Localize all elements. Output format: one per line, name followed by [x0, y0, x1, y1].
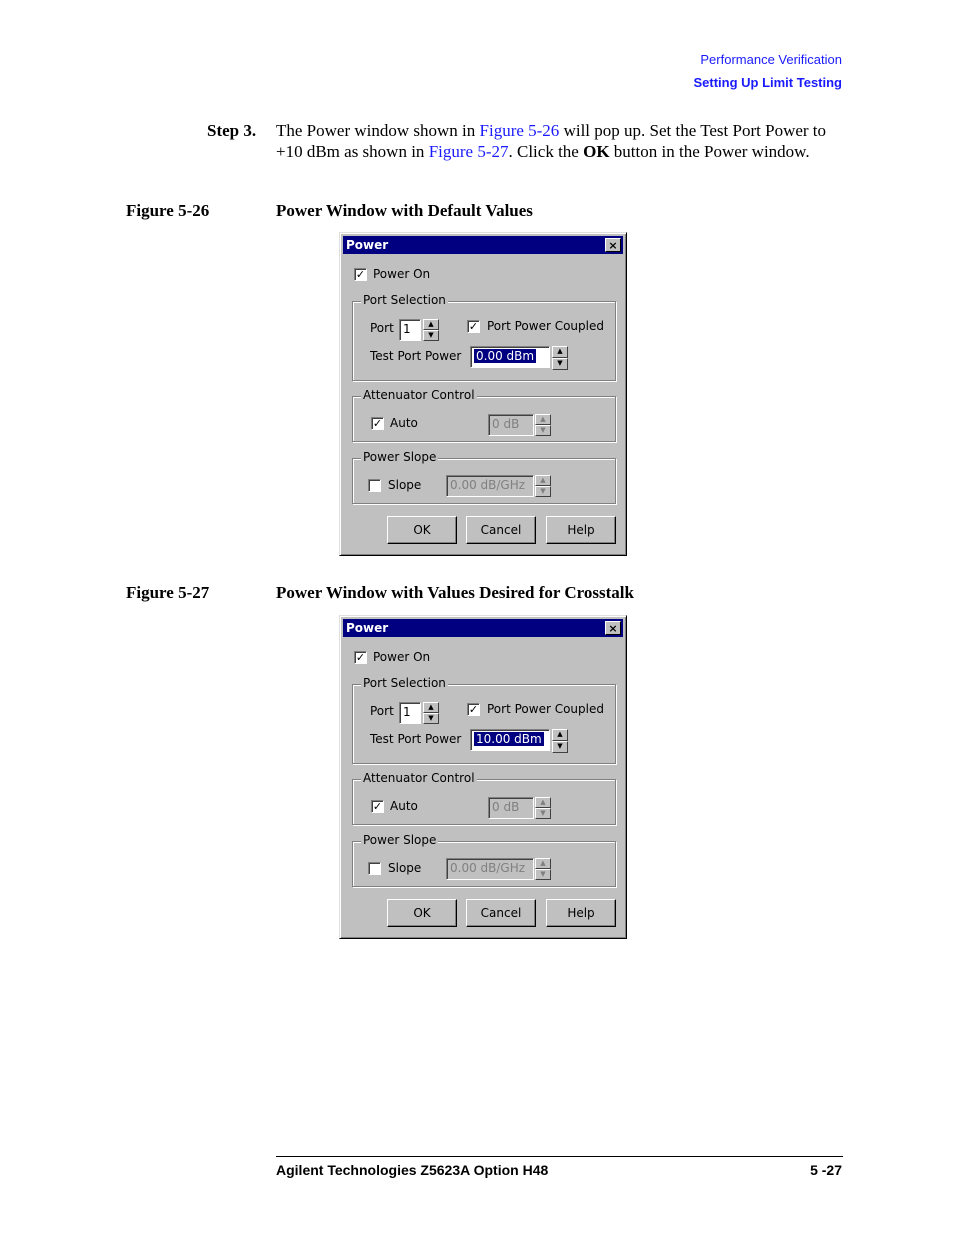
dialog-title-bar: [343, 619, 623, 637]
slope-checkbox[interactable]: [368, 479, 381, 492]
power-dialog-default: [339, 232, 627, 556]
power-slope-label: Power Slope: [363, 450, 437, 464]
port-power-coupled-label: Port Power Coupled: [487, 319, 604, 333]
figure-label: Figure 5-27: [126, 583, 210, 602]
running-header-subsection: Setting Up Limit Testing: [693, 75, 842, 90]
attenuator-control-label: Attenuator Control: [363, 771, 475, 785]
step-text: The Power window shown in Figure 5-26 will pop up. Set the Test Port Power to +10 dBm as shown in Figure 5-27. Click the OK button in the Power window.: [276, 121, 827, 161]
cancel-button[interactable]: Cancel: [466, 899, 536, 927]
auto-label: Auto: [390, 416, 418, 430]
test-port-power-label: Test Port Power: [370, 732, 462, 746]
slope-value-input: 0.00 dB/GHz: [446, 858, 534, 880]
figure-title: Power Window with Values Desired for Crosstalk: [276, 583, 634, 602]
auto-checkbox[interactable]: ✓: [372, 800, 383, 813]
attenuator-value-input: 0 dB: [488, 797, 534, 819]
footer-rule: [276, 1156, 843, 1157]
attenuator-value-input: 0 dB: [488, 414, 534, 436]
step-label: Step 3.: [207, 121, 257, 140]
test-port-power-spinner[interactable]: ▲ ▼: [552, 346, 568, 370]
power-on-label: Power On: [373, 267, 431, 281]
port-input[interactable]: 1: [399, 702, 421, 724]
slope-spinner: ▲ ▼: [535, 475, 551, 497]
slope-checkbox[interactable]: [368, 862, 381, 875]
power-slope-label: Power Slope: [363, 833, 437, 847]
slope-spinner: ▲ ▼: [535, 858, 551, 880]
dialog-title-bar: [343, 236, 623, 254]
slope-label: Slope: [388, 861, 422, 875]
help-button[interactable]: Help: [546, 516, 616, 544]
close-icon[interactable]: ×: [605, 621, 621, 635]
attenuator-spinner: ▲ ▼: [535, 797, 551, 819]
port-selection-label: Port Selection: [363, 676, 446, 690]
port-input[interactable]: 1: [399, 319, 421, 341]
port-label: Port: [370, 321, 394, 335]
attenuator-spinner: ▲ ▼: [535, 414, 551, 436]
port-power-coupled-label: Port Power Coupled: [487, 702, 604, 716]
footer-title: Agilent Technologies Z5623A Option H48: [276, 1162, 549, 1178]
port-label: Port: [370, 704, 394, 718]
ok-button[interactable]: OK: [387, 516, 457, 544]
port-selection-group: [352, 293, 616, 381]
close-icon[interactable]: ×: [605, 238, 621, 252]
slope-value-input: 0.00 dB/GHz: [446, 475, 534, 497]
figure-label: Figure 5-26: [126, 201, 210, 220]
running-header-section: Performance Verification: [700, 52, 842, 67]
ok-button[interactable]: OK: [387, 899, 457, 927]
auto-label: Auto: [390, 799, 418, 813]
port-selection-group: [352, 676, 616, 764]
slope-label: Slope: [388, 478, 422, 492]
power-on-label: Power On: [373, 650, 431, 664]
port-power-coupled-checkbox[interactable]: ✓: [468, 320, 479, 333]
port-power-coupled-checkbox[interactable]: ✓: [468, 703, 479, 716]
figure-5-26-link[interactable]: Figure 5-26: [479, 121, 560, 140]
page-number: 5 -27: [810, 1162, 842, 1178]
port-spinner[interactable]: ▲ ▼: [423, 702, 439, 724]
power-on-checkbox[interactable]: ✓: [355, 651, 366, 664]
dialog-title: Power: [346, 621, 389, 635]
test-port-power-label: Test Port Power: [370, 349, 462, 363]
help-button[interactable]: Help: [546, 899, 616, 927]
test-port-power-input[interactable]: 0.00 dBm: [470, 346, 550, 368]
port-selection-label: Port Selection: [363, 293, 446, 307]
power-dialog-crosstalk: [339, 615, 627, 939]
auto-checkbox[interactable]: ✓: [372, 417, 383, 430]
port-spinner[interactable]: ▲ ▼: [423, 319, 439, 341]
test-port-power-input[interactable]: 10.00 dBm: [470, 729, 550, 751]
cancel-button[interactable]: Cancel: [466, 516, 536, 544]
figure-5-27-link[interactable]: Figure 5-27: [428, 141, 509, 161]
attenuator-control-label: Attenuator Control: [363, 388, 475, 402]
test-port-power-spinner[interactable]: ▲ ▼: [552, 729, 568, 753]
figure-title: Power Window with Default Values: [276, 201, 533, 220]
dialog-title: Power: [346, 238, 389, 252]
power-on-checkbox[interactable]: ✓: [355, 268, 366, 281]
